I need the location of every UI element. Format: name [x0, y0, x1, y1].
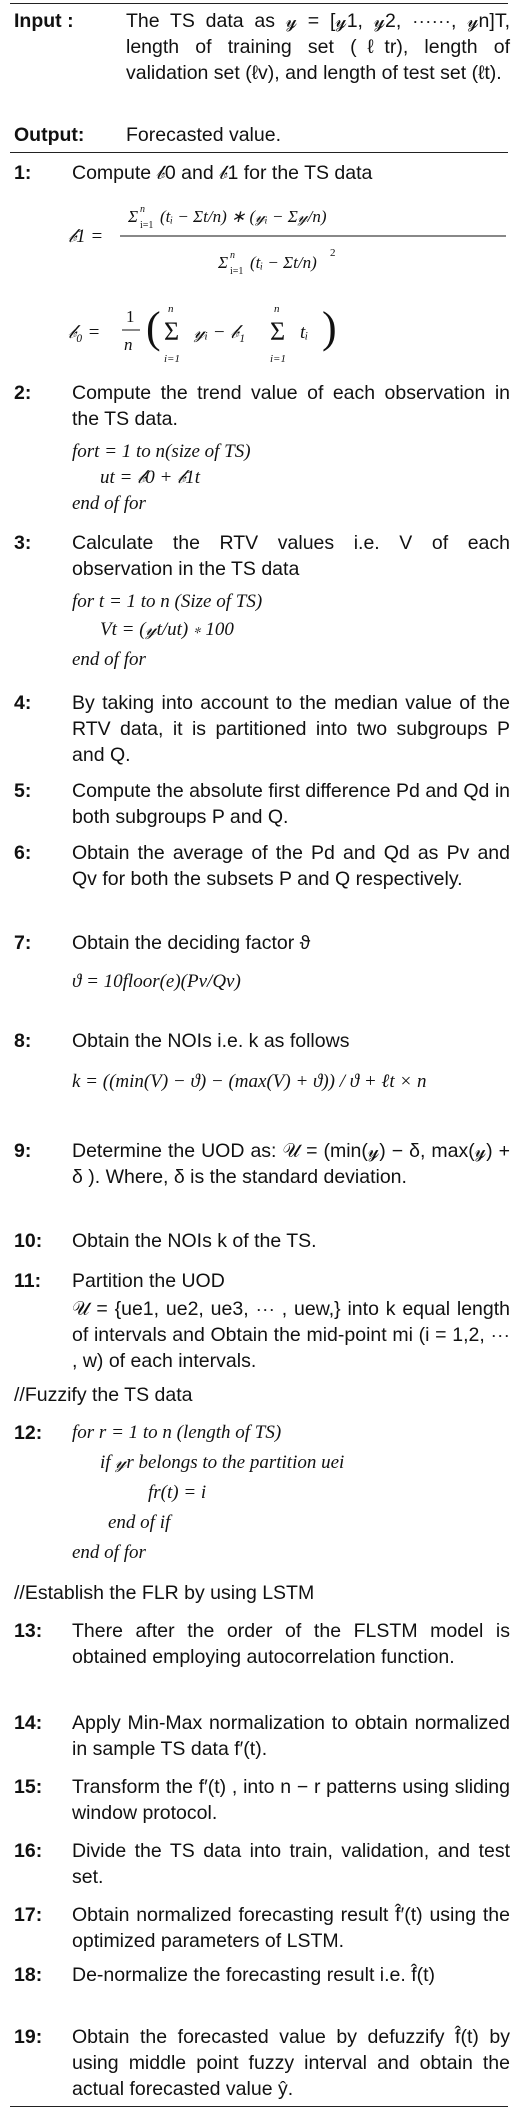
step-11-detail — [72, 1296, 510, 1374]
step-3-loop-start: for t = 1 to n (Size of TS) — [72, 591, 263, 612]
fuzzify-comment: //Fuzzify the TS data — [14, 1384, 193, 1406]
step-9 — [14, 1138, 510, 1190]
svg-text:Σ: Σ — [218, 253, 229, 272]
b0-formula — [68, 292, 428, 383]
step-19 — [14, 2024, 510, 2102]
input-label: Input : — [14, 10, 74, 32]
svg-text:(tᵢ − Σt/n): (tᵢ − Σt/n) — [250, 253, 317, 272]
step-text: Apply Min-Max normalization to obtain normalized in sample TS data f′(t). — [72, 1712, 510, 1760]
noi-formula: k = ((min(V) − ϑ) − (max(V) + ϑ)) / ϑ + ℓt × n — [72, 1071, 427, 1092]
step-17 — [14, 1902, 510, 1954]
step-12-endif: end of if — [108, 1512, 171, 1533]
svg-text:1: 1 — [126, 307, 135, 326]
step-text: Obtain normalized forecasting result f̂′(t) using the optimized parameters of LSTM. — [72, 1904, 510, 1952]
step-number: 15: — [14, 1776, 43, 1798]
svg-text:n: n — [124, 335, 133, 354]
svg-text:n: n — [168, 303, 174, 315]
step-7 — [14, 930, 510, 956]
step-3-loop-body: Vt = (𝓎t/ut) ∗ 100 — [100, 619, 234, 640]
output-row — [14, 122, 510, 148]
step-1 — [14, 160, 510, 186]
step-12-loop-start: for r = 1 to n (length of TS) — [72, 1422, 282, 1443]
step-text: Compute 𝒷0 and 𝒷1 for the TS data — [72, 162, 373, 184]
step-12-endfor: end of for — [72, 1542, 146, 1563]
step-6 — [14, 840, 510, 892]
step-number: 3: — [14, 532, 32, 554]
svg-text:tᵢ: tᵢ — [300, 322, 309, 343]
svg-text:Σ: Σ — [270, 317, 286, 346]
step-number: 4: — [14, 692, 32, 714]
step-text: Compute the trend value of each observation in the TS data. — [72, 382, 510, 430]
step-text: Transform the f′(t) , into n − r patterns using sliding window protocol. — [72, 1776, 510, 1824]
step-4 — [14, 690, 510, 768]
output-label: Output: — [14, 124, 85, 146]
svg-text:): ) — [322, 303, 337, 352]
step-14 — [14, 1710, 510, 1762]
step-number: 19: — [14, 2026, 43, 2048]
svg-text:𝒷1 =: 𝒷1 = — [68, 226, 104, 247]
bottom-rule — [10, 2106, 508, 2107]
step-text: Partition the UOD — [72, 1270, 225, 1292]
step-number: 14: — [14, 1712, 43, 1734]
svg-text:i=1: i=1 — [270, 353, 286, 365]
step-number: 16: — [14, 1840, 43, 1862]
step-text: By taking into account to the median value of the RTV data, it is partitioned into two subgroups P and Q. — [72, 692, 510, 766]
step-text: Calculate the RTV values i.e. V of each observation in the TS data — [72, 532, 510, 580]
deciding-factor-formula: ϑ = 10floor(e)(Pv/Qv) — [72, 971, 241, 992]
step-12-if: if 𝓎r belongs to the partition uei — [100, 1452, 345, 1473]
step-number: 5: — [14, 780, 32, 802]
step-text: There after the order of the FLSTM model is obtained employing autocorrelation function. — [72, 1620, 510, 1668]
step-3 — [14, 530, 510, 582]
step-text: Compute the absolute first difference Pd and Qd in both subgroups P and Q. — [72, 780, 510, 828]
svg-text:i=1: i=1 — [230, 266, 244, 277]
step-text: Obtain the forecasted value by defuzzify f̂(t) by using middle point fuzzy interval and obtain the actual forecasted value ŷ. — [72, 2026, 510, 2100]
svg-text:Σ: Σ — [128, 207, 139, 226]
step-text: Obtain the deciding factor ϑ — [72, 932, 311, 954]
input-text: The TS data as 𝓎 = [𝓎1, 𝓎2, ⋯⋯, 𝓎n]T, length of training set (ℓtr), length of validation set (ℓv), and length of test set (ℓt). — [126, 10, 510, 84]
svg-text:𝒷₀ =: 𝒷₀ = — [68, 322, 101, 343]
svg-text:i=1: i=1 — [140, 220, 154, 231]
step-5 — [14, 778, 510, 830]
establish-comment: //Establish the FLR by using LSTM — [14, 1582, 315, 1604]
svg-text:(tᵢ − Σt/n) ∗ (𝓎ᵢ − Σ𝓎/n): (tᵢ − Σt/n) ∗ (𝓎ᵢ − Σ𝓎/n) — [160, 207, 327, 226]
svg-text:n: n — [230, 250, 235, 261]
step-text: Obtain the NOIs i.e. k as follows — [72, 1030, 350, 1052]
step-number: 11: — [14, 1270, 42, 1292]
step-2 — [14, 380, 510, 432]
step-2-loop-end: end of for — [72, 493, 146, 514]
step-10 — [14, 1228, 510, 1254]
step-11-detail-text: 𝒰 = {ue1, ue2, ue3, ⋯ , uew,} into k equal length of intervals and Obtain the mid-point mi (i = 1,2, ⋯ , w) of each intervals. — [72, 1298, 510, 1372]
step-18 — [14, 1962, 510, 1988]
step-3-loop-end: end of for — [72, 649, 146, 670]
step-number: 1: — [14, 162, 32, 184]
step-12-assign: fr(t) = i — [148, 1482, 207, 1503]
svg-text:2: 2 — [330, 247, 336, 259]
step-number: 18: — [14, 1964, 43, 1986]
top-rule — [10, 3, 508, 4]
step-number: 8: — [14, 1030, 32, 1052]
step-number: 6: — [14, 842, 32, 864]
step-number: 13: — [14, 1620, 43, 1642]
output-text: Forecasted value. — [126, 124, 282, 146]
step-number: 10: — [14, 1230, 43, 1252]
step-13 — [14, 1618, 510, 1670]
svg-text:Σ: Σ — [164, 317, 180, 346]
svg-text:n: n — [140, 204, 145, 215]
step-16 — [14, 1838, 510, 1890]
step-text: De-normalize the forecasting result i.e. f̂(t) — [72, 1964, 436, 1986]
step-2-loop-start: fort = 1 to n(size of TS) — [72, 441, 251, 462]
step-number: 7: — [14, 932, 32, 954]
svg-text:i=1: i=1 — [164, 353, 180, 365]
step-2-loop-body: ut = 𝒷0 + 𝒷1t — [100, 467, 201, 488]
svg-text:n: n — [274, 303, 280, 315]
step-text: Divide the TS data into train, validation, and test set. — [72, 1840, 510, 1888]
b1-formula — [68, 192, 508, 295]
step-number: 9: — [14, 1140, 32, 1162]
svg-text:(: ( — [146, 303, 161, 352]
header-rule — [10, 152, 508, 153]
step-11 — [14, 1268, 510, 1294]
step-15 — [14, 1774, 510, 1826]
step-text: Obtain the average of the Pd and Qd as Pv and Qv for both the subsets P and Q respectively. — [72, 842, 510, 890]
svg-text:𝓎ᵢ − 𝒷₁: 𝓎ᵢ − 𝒷₁ — [194, 322, 246, 343]
step-text: Obtain the NOIs k of the TS. — [72, 1230, 317, 1252]
step-8 — [14, 1028, 510, 1054]
input-row — [14, 8, 510, 86]
step-number: 17: — [14, 1904, 43, 1926]
step-number: 12: — [14, 1422, 43, 1444]
step-text: Determine the UOD as: 𝒰 = (min(𝓎) − δ, max(𝓎) + δ ). Where, δ is the standard deviation. — [72, 1140, 510, 1188]
step-number: 2: — [14, 382, 32, 404]
